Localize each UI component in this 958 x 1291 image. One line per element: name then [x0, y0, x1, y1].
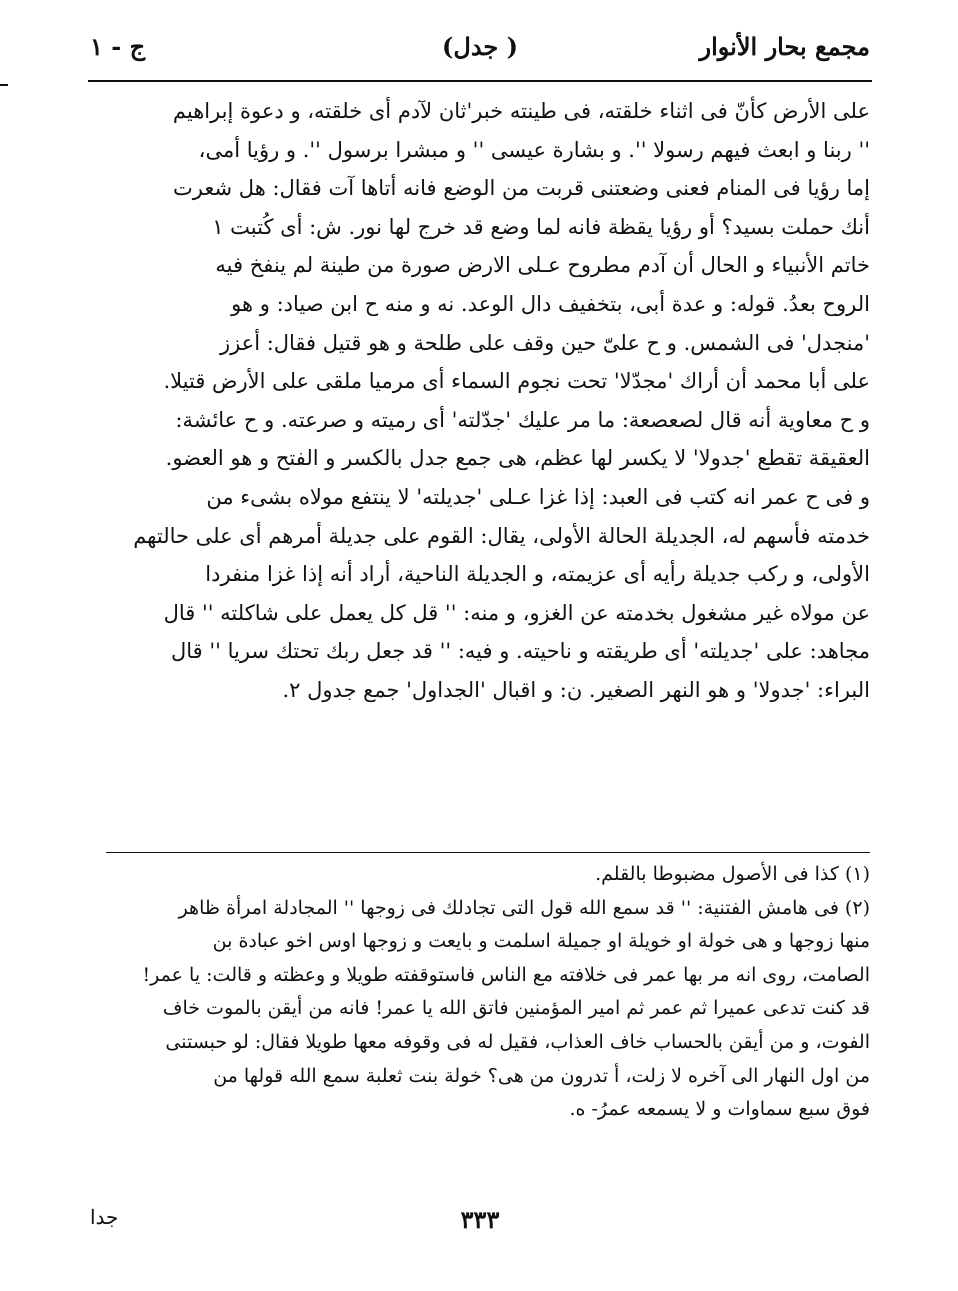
book-title: مجمع بحار الأنوار	[699, 32, 870, 61]
page-number: ٣٣٣	[460, 1205, 500, 1234]
footnote-rule	[106, 852, 870, 853]
catchword: جدا	[90, 1205, 119, 1229]
margin-mark	[0, 84, 8, 86]
header-rule	[88, 80, 872, 82]
body-line: على أبا محمد أن أراك 'مجدّلا' تحت نجوم السماء أى مرميا ملقى على الأرض قتيلا.	[163, 369, 870, 394]
footnote-line: (٢) فى هامش الفتنية: '' قد سمع الله قول التى تجادلك فى زوجها '' المجادلة امرأة ظاهر	[178, 896, 870, 919]
page-header	[90, 22, 870, 74]
body-line: و فى ح عمر انه كتب فى العبد: إذا غزا عـلى 'جديلته' لا ينتفع مولاه بشىء من	[206, 484, 870, 509]
body-line: الروح بعدُ. قوله: و عدة أبى، بتخفيف دال الوعد. نه و منه ح ابن صياد: و هو	[231, 291, 870, 316]
footnote-line: الفوت، و من أيقن بالحساب خاف العذاب، فقيل له فى وقوفه معها طويلا فقال: لو حبستنى	[165, 1030, 870, 1053]
body-line: خدمته فأسهم له، الجديلة الحالة الأولى، يقال: القوم على جديلة أمرهم أى على حالتهم	[133, 523, 870, 548]
entry-word: ( جدل)	[442, 32, 518, 61]
page-footer	[90, 1205, 870, 1245]
body-text	[110, 92, 870, 710]
body-line: إما رؤيا فى المنام فعنى وضعتنى قربت من الوضع فانه أتاها آت فقال: هل شعرت	[173, 176, 870, 201]
body-line: '' ربنا و ابعث فيهم رسولا ''. و بشارة عيسى '' و مبشرا برسول ''. و رؤيا أمى،	[198, 137, 870, 162]
footnote-line: قد كنت تدعى عميرا ثم عمر ثم امير المؤمنين فاتق الله يا عمر! فانه من أيقن بالموت خاف	[162, 997, 870, 1020]
body-line: العقيقة تقطع 'جدولا' لا يكسر لها عظم، هى جمع جدل بالكسر و الفتح و هو العضو.	[165, 446, 870, 471]
footnote-line: فوق سبع سماوات و لا يسمعه عمرُ- ه.	[569, 1098, 870, 1121]
footnote-line: من اول النهار الى آخره لا زلت، أ تدرون من هى؟ خولة بنت ثعلبة سمع الله قولها من	[213, 1064, 870, 1087]
body-line: أنك حملت بسيد؟ أو رؤيا يقظة فانه لما وضع قد خرج لها نور. ش: أى كُتبت ١	[212, 214, 870, 239]
body-line: و ح معاوية أنه قال لصعصعة: ما مر عليك 'جدّلته' أى رميته و صرعته. و ح عائشة:	[175, 407, 870, 432]
body-line: خاتم الأنبياء و الحال أن آدم مطروح عـلى الارض صورة من طينة لم ينفخ فيه	[215, 253, 870, 278]
footnote-line: الصامت، روى انه مر بها عمر فى خلافته مع الناس فاستوقفته طويلا و وعظته و قالت: يا عمر!	[142, 963, 870, 986]
footnote-line: منها زوجها و هى خولة او خويلة او جميلة اسلمت و بايعت و زوجها اوس اخو عبادة بن	[212, 930, 870, 953]
footnote-line: (١) كذا فى الأصول مضبوطا بالقلم.	[595, 863, 870, 885]
body-line: مجاهد: على 'جديلته' أى طريقته و ناحيته. و فيه: '' قد جعل ربك تحتك سريا '' قال	[171, 639, 870, 664]
body-line: على الأرض كأنّ فى اثناء خلقته، فى طينته خبر'ثان لآدم أى خلقته، و دعوة إبراهيم	[172, 99, 870, 123]
body-line: الأولى، و ركب جديلة رأيه أى عزيمته، و الجديلة الناحية، أراد أنه إذا غزا منفردا	[205, 562, 870, 587]
body-line: عن مولاه غير مشغول بخدمته عن الغزو، و منه: '' قل كل يعمل على شاكلته '' قال	[163, 600, 870, 625]
footnotes	[110, 858, 870, 1127]
body-line: 'منجدل' فى الشمس. و ح علىّ حين وقف على طلحة و هو قتيل فقال: أعزز	[219, 330, 870, 355]
volume-label: ج - ١	[90, 32, 146, 61]
body-line: البراء: 'جدولا' و هو النهر الصغير. ن: و اقبال 'الجداول' جمع جدول ٢.	[282, 677, 870, 702]
